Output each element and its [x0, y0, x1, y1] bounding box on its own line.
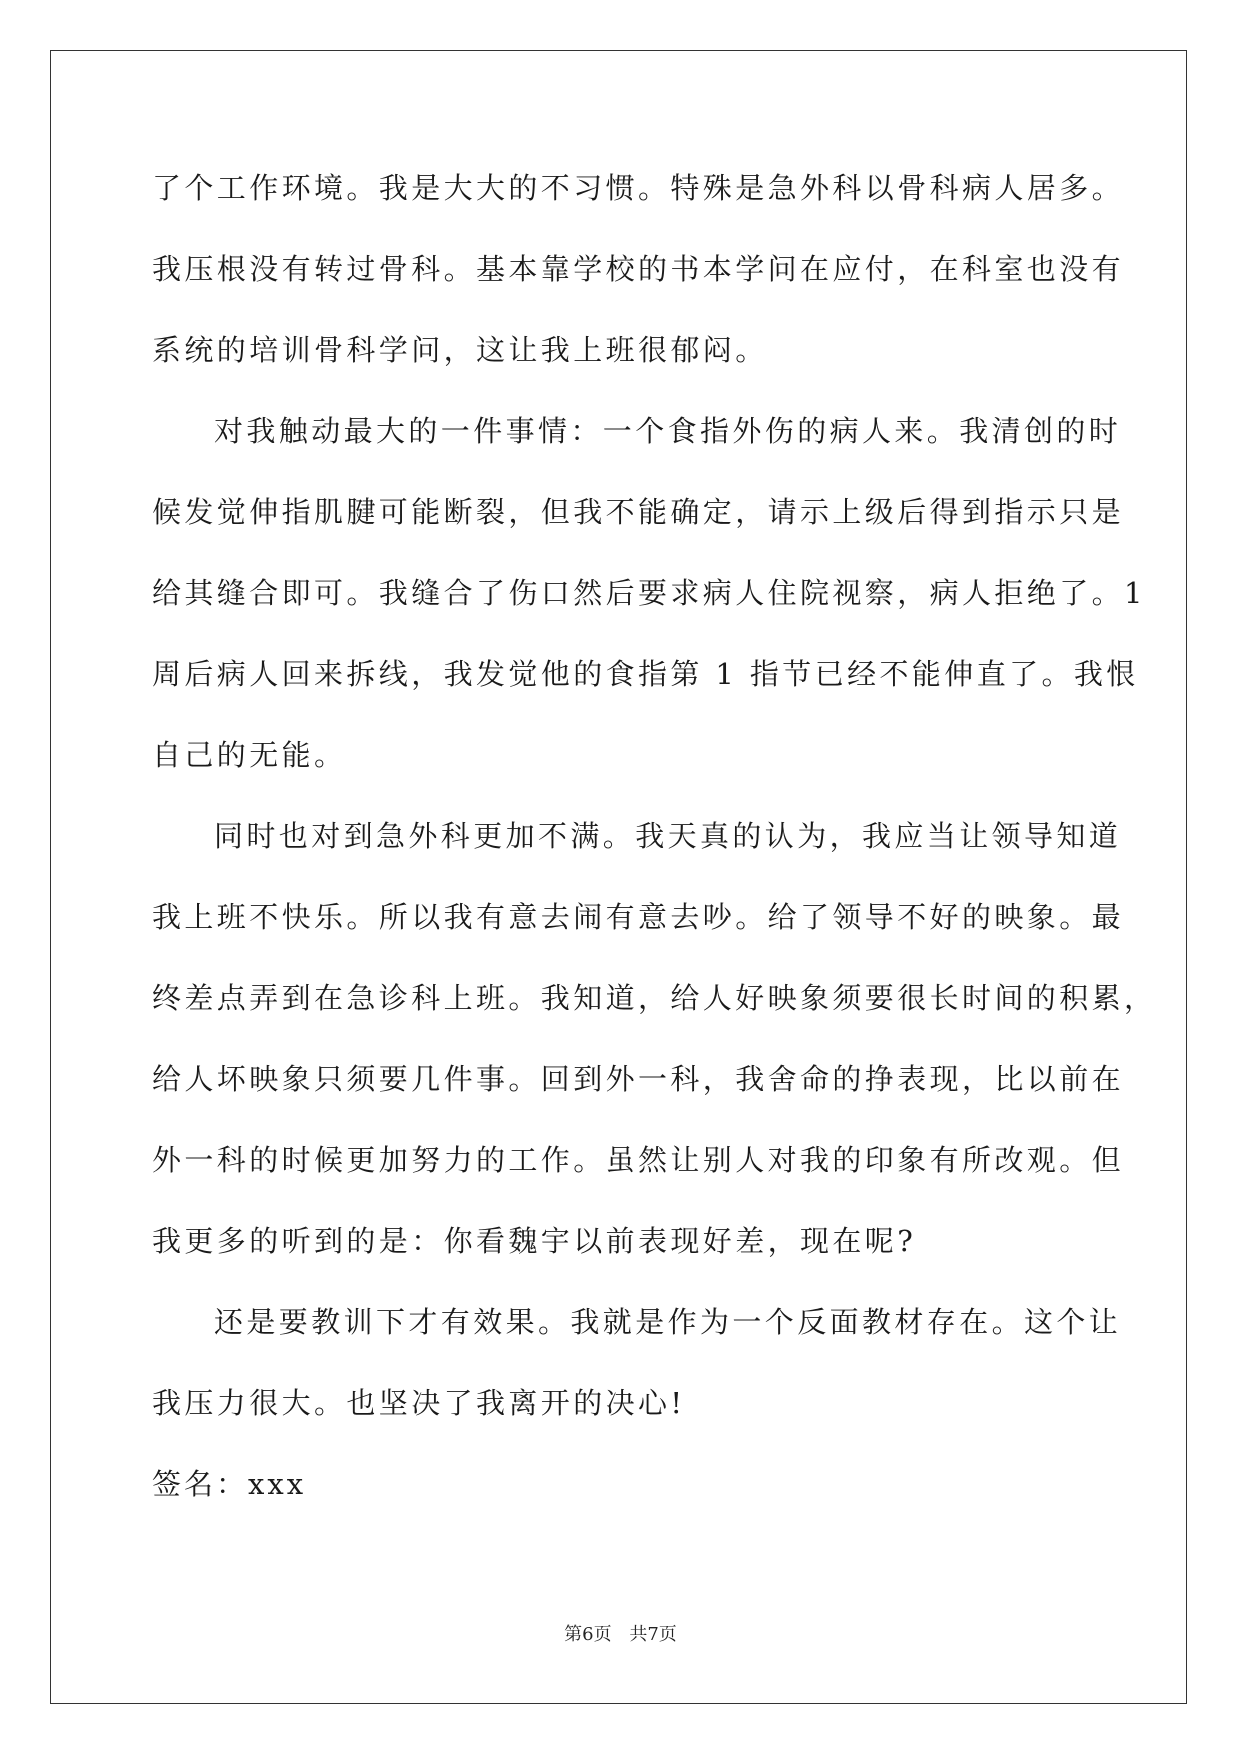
signature: 签名：xxx: [152, 1467, 307, 1501]
paragraph: [152, 391, 1146, 796]
text-line: 我更多的听到的是：你看魏宇以前表现好差，现在呢?: [152, 1224, 917, 1258]
text-line: 候发觉伸指肌腱可能断裂，但我不能确定，请示上级后得到指示只是: [152, 495, 1125, 529]
text-line: 我压力很大。也坚决了我离开的决心!: [152, 1386, 686, 1420]
document-body: [152, 148, 1157, 1525]
paragraph: [152, 148, 1125, 391]
text-line: 同时也对到急外科更加不满。我天真的认为，我应当让领导知道: [214, 819, 1122, 853]
text-line: 终差点弄到在急诊科上班。我知道，给人好映象须要很长时间的积累，: [152, 981, 1157, 1015]
text-line: 周后病人回来拆线，我发觉他的食指第 1 指节已经不能伸直了。我恨: [152, 657, 1139, 691]
page-total: 共7页: [629, 1624, 677, 1645]
text-line: 系统的培训骨科学问，这让我上班很郁闷。: [152, 333, 768, 367]
text-line: 对我触动最大的一件事情：一个食指外伤的病人来。我清创的时: [214, 414, 1122, 448]
text-line: 我压根没有转过骨科。基本靠学校的书本学问在应付，在科室也没有: [152, 252, 1125, 286]
text-line: 我上班不快乐。所以我有意去闹有意去吵。给了领导不好的映象。最: [152, 900, 1125, 934]
page-footer: [0, 1620, 1241, 1646]
text-line: 了个工作环境。我是大大的不习惯。特殊是急外科以骨科病人居多。: [152, 171, 1125, 205]
page-number: 第6页: [564, 1624, 612, 1645]
text-line: 给其缝合即可。我缝合了伤口然后要求病人住院视察，病人拒绝了。1: [152, 576, 1146, 610]
text-line: 给人坏映象只须要几件事。回到外一科，我舍命的挣表现，比以前在: [152, 1062, 1125, 1096]
text-line: 还是要教训下才有效果。我就是作为一个反面教材存在。这个让: [214, 1305, 1122, 1339]
paragraph: [152, 1282, 1122, 1444]
paragraph: [152, 796, 1157, 1282]
text-line: 外一科的时候更加努力的工作。虽然让别人对我的印象有所改观。但: [152, 1143, 1125, 1177]
text-line: 自己的无能。: [152, 738, 347, 772]
